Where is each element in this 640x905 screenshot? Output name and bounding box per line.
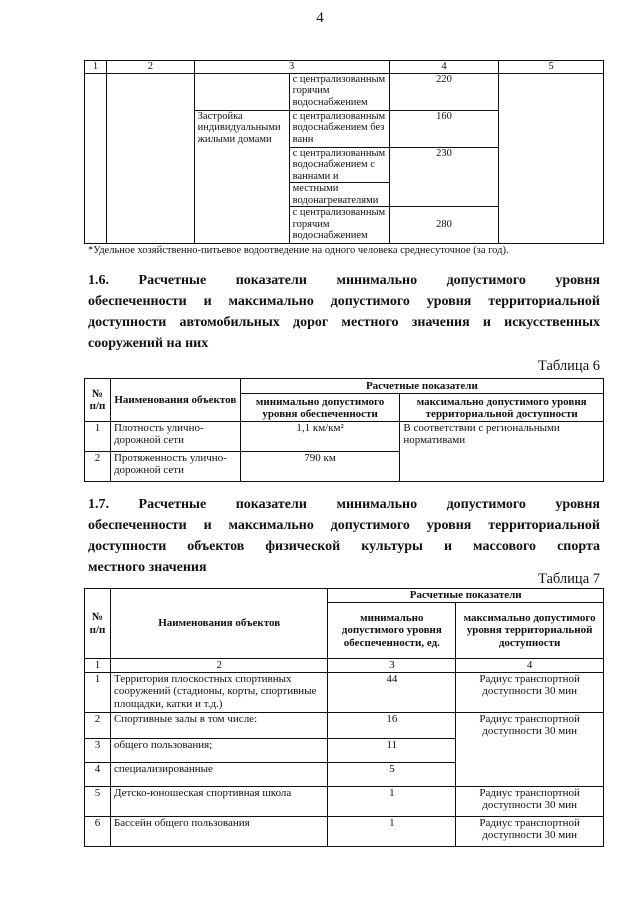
heading-line: местного значения — [88, 560, 207, 575]
supply-type: с централизованным водоснабжением с ваннами и — [289, 147, 389, 183]
empty-cell — [106, 73, 194, 244]
section-heading-1-7 — [88, 494, 600, 578]
header-min: минимально допустимого уровня обеспеченности, ед. — [328, 603, 456, 659]
header-name: Наименования объектов — [110, 589, 327, 659]
row-max: Радиус транспортной доступности 30 мин — [456, 672, 604, 712]
norm-value: 220 — [389, 73, 499, 110]
row-name: Бассейн общего пользования — [110, 816, 327, 846]
table-row — [85, 712, 604, 738]
table-row — [85, 422, 604, 452]
row-name: общего пользования; — [110, 738, 327, 762]
col-number: 2 — [106, 61, 194, 74]
col-number: 1 — [85, 61, 107, 74]
row-num: 5 — [85, 786, 111, 816]
empty-cell — [194, 73, 289, 110]
header-max: максимально допустимого уровня территориальной доступности — [456, 603, 604, 659]
row-name: Территория плоскостных спортивных сооружений (стадионы, корты, спортивные площадки, катки и т.д.) — [110, 672, 327, 712]
table-row — [85, 672, 604, 712]
table-row — [85, 786, 604, 816]
table-caption: Таблица 7 — [537, 571, 600, 587]
building-group-label: Застройка индивидуальными жилыми домами — [194, 110, 289, 244]
row-min: 1 — [328, 786, 456, 816]
row-max: Радиус транспортной доступности 30 мин — [456, 786, 604, 816]
col-number: 5 — [499, 61, 604, 74]
empty-cell — [85, 73, 107, 244]
col-number: 3 — [194, 61, 389, 74]
row-min: 5 — [328, 762, 456, 786]
header-max: максимально допустимого уровня территориальной доступности — [400, 394, 604, 422]
row-min: 790 км — [240, 452, 400, 482]
header-name: Наименования объектов — [110, 379, 240, 422]
row-num: 2 — [85, 452, 111, 482]
row-min: 1,1 км/км² — [240, 422, 400, 452]
col-number: 4 — [456, 659, 604, 673]
row-num: 4 — [85, 762, 111, 786]
table-row — [85, 73, 604, 110]
supply-type: с централизованным горячим водоснабжением — [289, 207, 389, 244]
water-consumption-table — [84, 60, 604, 244]
heading-line: обеспеченности и максимально допустимого уровня территориальной — [88, 518, 600, 533]
row-min: 1 — [328, 816, 456, 846]
heading-line: 1.7. Расчетные показатели минимально допустимого уровня — [88, 497, 600, 512]
table-row — [85, 816, 604, 846]
supply-type: местными водонагревателями — [289, 183, 389, 207]
norm-value: 280 — [389, 207, 499, 244]
table-header-row — [85, 61, 604, 74]
row-name: Протяженность улично-дорожной сети — [110, 452, 240, 482]
norm-value: 160 — [389, 110, 499, 147]
header-num: № п/п — [85, 379, 111, 422]
header-num: № п/п — [85, 589, 111, 659]
col-number: 1 — [85, 659, 111, 673]
col-number: 4 — [389, 61, 499, 74]
roads-table — [84, 378, 604, 482]
header-min: минимально допустимого уровня обеспеченности — [240, 394, 400, 422]
col-number: 2 — [110, 659, 327, 673]
header-group: Расчетные показатели — [328, 589, 604, 603]
supply-type: с централизованным водоснабжением без ванн — [289, 110, 389, 147]
empty-cell — [499, 73, 604, 244]
header-group: Расчетные показатели — [240, 379, 603, 394]
row-min: 44 — [328, 672, 456, 712]
row-name: Плотность улично-дорожной сети — [110, 422, 240, 452]
row-num: 2 — [85, 712, 111, 738]
row-max: Радиус транспортной доступности 30 мин — [456, 712, 604, 786]
heading-line: обеспеченности и максимально допустимого уровня территориальной — [88, 294, 600, 309]
heading-line: сооружений на них — [88, 336, 209, 351]
row-num: 3 — [85, 738, 111, 762]
page-number: 4 — [316, 10, 324, 26]
footnote: *Удельное хозяйственно-питьевое водоотведение на одного человека среднесуточное (за год). — [88, 245, 509, 256]
row-min: 16 — [328, 712, 456, 738]
heading-line: доступности объектов физической культуры и массового спорта — [88, 539, 600, 554]
row-num: 1 — [85, 672, 111, 712]
table-header-row — [85, 379, 604, 394]
heading-line: 1.6. Расчетные показатели минимально допустимого уровня — [88, 273, 600, 288]
row-name: Спортивные залы в том числе: — [110, 712, 327, 738]
section-heading-1-6 — [88, 270, 600, 354]
heading-line: доступности автомобильных дорог местного значения и искусственных — [88, 315, 600, 330]
table-caption: Таблица 6 — [537, 358, 600, 374]
row-max: Радиус транспортной доступности 30 мин — [456, 816, 604, 846]
row-min: 11 — [328, 738, 456, 762]
row-name: специализированные — [110, 762, 327, 786]
sports-table — [84, 588, 604, 847]
norm-value: 230 — [389, 147, 499, 207]
row-num: 1 — [85, 422, 111, 452]
col-number: 3 — [328, 659, 456, 673]
row-name: Детско-юношеская спортивная школа — [110, 786, 327, 816]
supply-type: с централизованным горячим водоснабжением — [289, 73, 389, 110]
column-number-row — [85, 659, 604, 673]
table-header-row — [85, 589, 604, 603]
row-max: В соответствии с региональными нормативами — [400, 422, 604, 482]
row-num: 6 — [85, 816, 111, 846]
